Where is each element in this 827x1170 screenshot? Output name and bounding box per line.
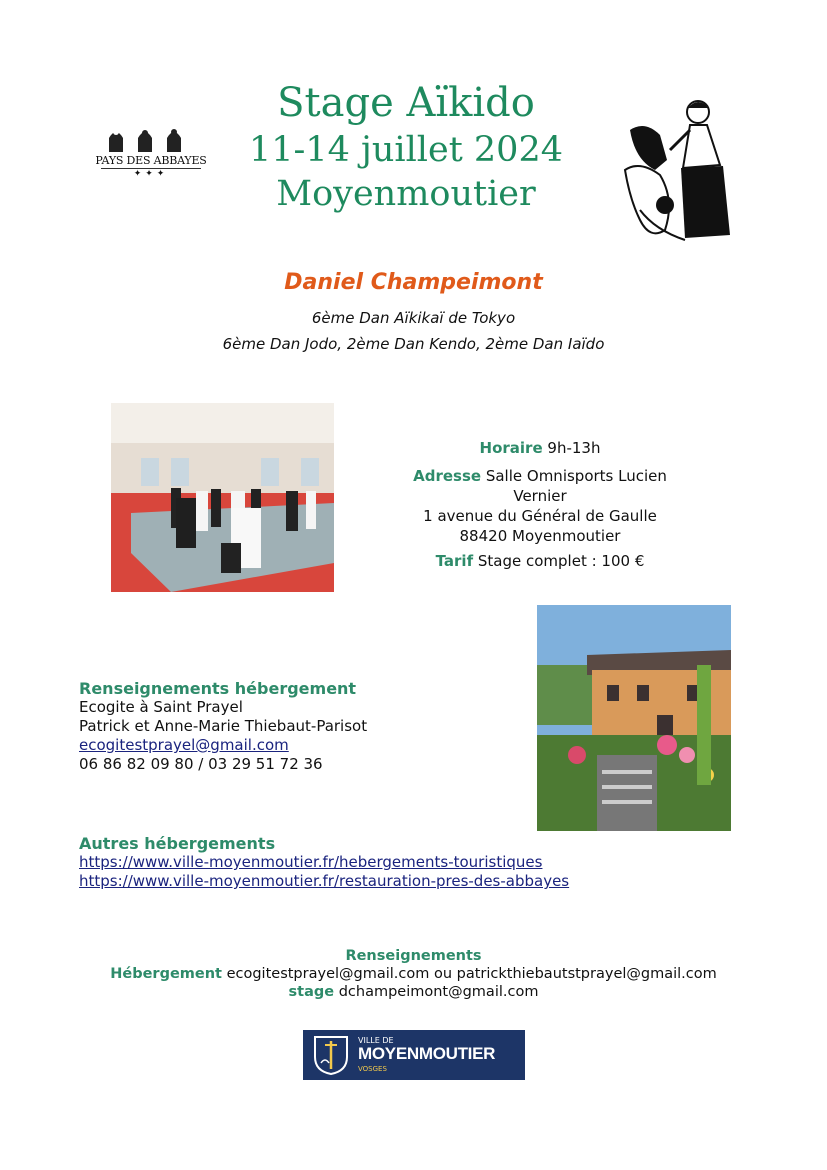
moyenmoutier-logo [303, 1030, 525, 1080]
cross-marks-icon: ✦✦✦ [133, 169, 169, 179]
pays-des-abbayes-text: PAYS DES ABBAYES [95, 154, 207, 167]
page-title: Stage Aïkido [277, 80, 535, 126]
hebergement-phones: 06 86 82 09 80 / 03 29 51 72 36 [79, 755, 323, 773]
tarif-line [395, 551, 685, 571]
autres-heading: Autres hébergements [79, 834, 276, 853]
hebergement-section [79, 679, 367, 774]
pays-des-abbayes-logo [95, 122, 207, 182]
horaire-label: Horaire [479, 439, 543, 457]
hebergement-heading: Renseignements hébergement [79, 679, 357, 698]
adresse-line1: Salle Omnisports Lucien [485, 467, 667, 485]
monks-icon [95, 122, 207, 154]
event-city: Moyenmoutier [276, 174, 536, 214]
adresse-line3: 1 avenue du Général de Gaulle [423, 507, 657, 525]
adresse-line4: 88420 Moyenmoutier [459, 527, 621, 545]
teacher-grade-aikido: 6ème Dan Aïkikaï de Tokyo [311, 309, 516, 327]
city-crest-icon [313, 1035, 349, 1075]
hebergement-email-link[interactable]: ecogitestprayel@gmail.com [79, 736, 289, 754]
horaire-value: 9h-13h [547, 439, 601, 457]
adresse-block [395, 466, 685, 546]
footer-block [0, 947, 827, 1001]
restauration-link[interactable]: https://www.ville-moyenmoutier.fr/restauration-pres-des-abbayes [79, 872, 570, 890]
hebergements-touristiques-link[interactable]: https://www.ville-moyenmoutier.fr/hebergements-touristiques [79, 853, 543, 871]
dojo-photo [111, 403, 334, 592]
aikido-drawing-image [615, 90, 740, 260]
city-logo-sub: VOSGES [358, 1065, 387, 1073]
adresse-line2: Vernier [513, 487, 567, 505]
autres-section [79, 834, 569, 891]
footer-stage-label: stage [288, 984, 335, 1000]
hebergement-line1: Ecogite à Saint Prayel [79, 698, 243, 716]
teacher-grade-other: 6ème Dan Jodo, 2ème Dan Kendo, 2ème Dan Iaïdo [222, 335, 605, 353]
teacher-name: Daniel Champeimont [284, 270, 543, 295]
footer-heading: Renseignements [345, 948, 482, 964]
event-dates: 11-14 juillet 2024 [249, 130, 563, 170]
tarif-value: Stage complet : 100 € [477, 552, 645, 570]
gite-photo [537, 605, 731, 831]
tarif-label: Tarif [435, 552, 474, 570]
horaire-line [395, 438, 685, 458]
adresse-label: Adresse [413, 467, 482, 485]
footer-heb-label: Hébergement [110, 966, 222, 982]
footer-stage-value: dchampeimont@gmail.com [338, 984, 539, 1000]
footer-heb-value: ecogitestprayel@gmail.com ou patrickthiebautstprayel@gmail.com [226, 966, 717, 982]
hebergement-line2: Patrick et Anne-Marie Thiebaut-Parisot [79, 717, 368, 735]
city-logo-small: VILLE DE [358, 1036, 394, 1045]
city-logo-name: MOYENMOUTIER [358, 1044, 496, 1063]
